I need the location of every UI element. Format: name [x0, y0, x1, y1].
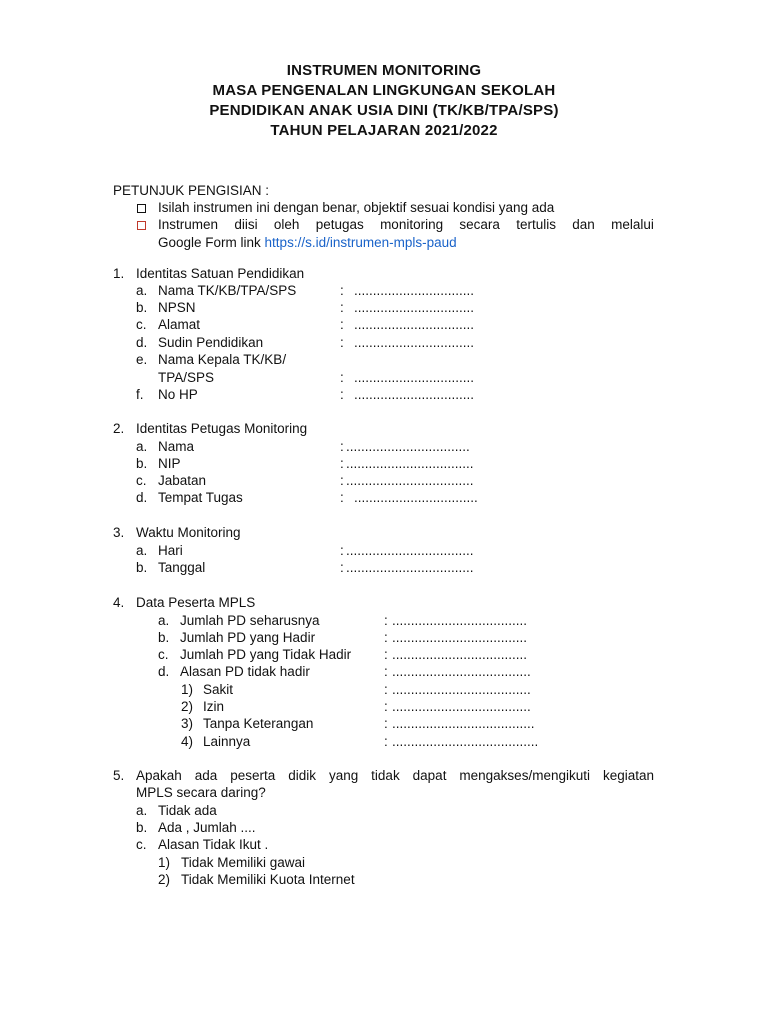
field-colon: :: [384, 664, 388, 679]
fill-in-blank: .................................: [346, 439, 470, 454]
field-label: Jumlah PD yang Tidak Hadir: [180, 647, 352, 662]
field-colon: :: [340, 560, 344, 575]
sublist-number: 3): [181, 716, 194, 731]
list-letter: f.: [136, 387, 144, 402]
field-colon: :: [340, 300, 344, 315]
field-colon: :: [340, 317, 344, 332]
field-label: Tanggal: [158, 560, 206, 575]
list-letter: a.: [136, 803, 148, 818]
option-label: Tidak ada: [158, 803, 217, 818]
list-letter: c.: [158, 647, 169, 662]
fill-in-blank: ................................: [354, 370, 475, 385]
field-label: Nama TK/KB/TPA/SPS: [158, 283, 297, 298]
fill-in-blank: ................................: [354, 300, 475, 315]
field-colon: :: [340, 473, 344, 488]
field-colon: :: [384, 716, 388, 731]
sublist-number: 2): [158, 872, 171, 887]
field-colon: :: [340, 387, 344, 402]
field-colon: :: [384, 630, 388, 645]
section-1-number: 1.: [113, 266, 125, 281]
section-5-question-line-2: MPLS secara daring?: [136, 785, 266, 800]
sublist-number: 4): [181, 734, 194, 749]
section-4-number: 4.: [113, 595, 125, 610]
fill-in-blank: ..................................: [346, 456, 474, 471]
fill-in-blank: ..................................: [346, 543, 474, 558]
field-label: Nama Kepala TK/KB/: [158, 352, 287, 367]
section-5-number: 5.: [113, 768, 125, 783]
fill-in-blank: .....................................: [392, 664, 531, 679]
instruction-item-1: Isilah instrumen ini dengan benar, objektif sesuai kondisi yang ada: [158, 200, 555, 215]
sublist-number: 1): [158, 855, 171, 870]
fill-in-blank: .....................................: [392, 682, 531, 697]
section-2-number: 2.: [113, 421, 125, 436]
field-label: Nama: [158, 439, 195, 454]
field-label: Jumlah PD seharusnya: [180, 613, 320, 628]
sublist-number: 2): [181, 699, 194, 714]
list-letter: d.: [158, 664, 170, 679]
field-colon: :: [384, 613, 388, 628]
fill-in-blank: .................................: [354, 490, 478, 505]
field-label: NPSN: [158, 300, 196, 315]
checkbox-icon: [137, 221, 146, 230]
list-letter: d.: [136, 490, 148, 505]
field-label: Alamat: [158, 317, 201, 332]
field-label: No HP: [158, 387, 198, 402]
list-letter: b.: [136, 300, 148, 315]
fill-in-blank: ....................................: [392, 613, 528, 628]
fill-in-blank: .......................................: [392, 734, 539, 749]
field-label: Sakit: [203, 682, 234, 697]
fill-in-blank: ......................................: [392, 716, 535, 731]
fill-in-blank: ................................: [354, 283, 475, 298]
list-letter: e.: [136, 352, 148, 367]
field-label: Tempat Tugas: [158, 490, 243, 505]
field-label: Alasan PD tidak hadir: [180, 664, 310, 679]
fill-in-blank: ................................: [354, 317, 475, 332]
list-letter: b.: [136, 456, 148, 471]
checkbox-icon: [137, 204, 146, 213]
title-line-3: PENDIDIKAN ANAK USIA DINI (TK/KB/TPA/SPS): [209, 102, 559, 119]
instructions-heading: PETUNJUK PENGISIAN :: [113, 183, 270, 198]
title-line-4: TAHUN PELAJARAN 2021/2022: [270, 122, 498, 139]
fill-in-blank: .....................................: [392, 699, 531, 714]
title-line-2: MASA PENGENALAN LINGKUNGAN SEKOLAH: [212, 82, 556, 99]
list-letter: b.: [136, 560, 148, 575]
list-letter: a.: [136, 439, 148, 454]
field-colon: :: [340, 283, 344, 298]
fill-in-blank: ....................................: [392, 630, 528, 645]
field-colon: :: [340, 543, 344, 558]
list-letter: a.: [136, 543, 148, 558]
field-label: Lainnya: [203, 734, 251, 749]
form-link[interactable]: https://s.id/instrumen-mpls-paud: [264, 235, 457, 250]
list-letter: c.: [136, 317, 147, 332]
field-colon: :: [384, 734, 388, 749]
title-line-1: INSTRUMEN MONITORING: [286, 62, 482, 79]
list-letter: d.: [136, 335, 148, 350]
list-letter: b.: [158, 630, 170, 645]
field-label: Izin: [203, 699, 225, 714]
field-colon: :: [384, 682, 388, 697]
field-label: Jabatan: [158, 473, 207, 488]
option-label: Alasan Tidak Ikut .: [158, 837, 269, 852]
option-label: Ada , Jumlah ....: [158, 820, 256, 835]
field-label: Jumlah PD yang Hadir: [180, 630, 316, 645]
field-colon: :: [340, 335, 344, 350]
field-label: Sudin Pendidikan: [158, 335, 264, 350]
section-4-title: Data Peserta MPLS: [136, 595, 256, 610]
field-label: TPA/SPS: [158, 370, 215, 385]
list-letter: a.: [136, 283, 148, 298]
field-label: Hari: [158, 543, 183, 558]
field-colon: :: [340, 456, 344, 471]
field-colon: :: [384, 647, 388, 662]
field-colon: :: [340, 370, 344, 385]
list-letter: c.: [136, 837, 147, 852]
fill-in-blank: ..................................: [346, 560, 474, 575]
list-letter: b.: [136, 820, 148, 835]
fill-in-blank: ..................................: [346, 473, 474, 488]
field-label: Tanpa Keterangan: [203, 716, 314, 731]
fill-in-blank: ................................: [354, 387, 475, 402]
field-label: NIP: [158, 456, 181, 471]
section-5-question-line-1: Apakah ada peserta didik yang tidak dapat mengakses/mengikuti kegiatan: [136, 768, 654, 783]
instruction-item-2-line-2: Google Form link https://s.id/instrumen-mpls-paud: [158, 235, 457, 250]
list-letter: a.: [158, 613, 170, 628]
sublist-number: 1): [181, 682, 194, 697]
option-label: Tidak Memiliki gawai: [181, 855, 306, 870]
section-2-title: Identitas Petugas Monitoring: [136, 421, 308, 436]
field-colon: :: [384, 699, 388, 714]
option-label: Tidak Memiliki Kuota Internet: [181, 872, 355, 887]
fill-in-blank: ................................: [354, 335, 475, 350]
field-colon: :: [340, 490, 344, 505]
section-3-title: Waktu Monitoring: [136, 525, 241, 540]
section-3-number: 3.: [113, 525, 125, 540]
fill-in-blank: ....................................: [392, 647, 528, 662]
field-colon: :: [340, 439, 344, 454]
instruction-item-2-line-1: Instrumen diisi oleh petugas monitoring secara tertulis dan melalui: [158, 217, 654, 232]
list-letter: c.: [136, 473, 147, 488]
section-1-title: Identitas Satuan Pendidikan: [136, 266, 305, 281]
